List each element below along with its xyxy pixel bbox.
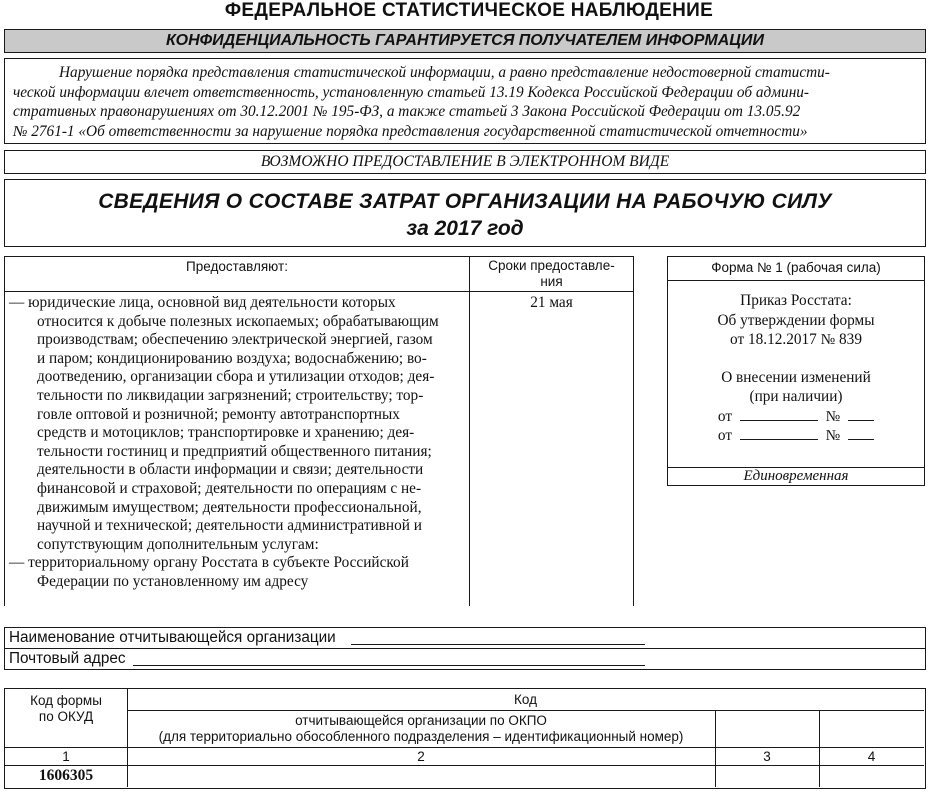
providers-table xyxy=(4,256,634,606)
deadline-column-header xyxy=(470,257,633,292)
divider xyxy=(127,710,924,711)
change-date-field[interactable] xyxy=(740,420,818,421)
deadline-header-line: ния xyxy=(540,274,563,289)
order-line: Об утверждении формы xyxy=(717,311,875,329)
column-number: 3 xyxy=(763,749,771,764)
provider-line: движимым имуществом; деятельности профессиональной, xyxy=(37,498,422,516)
confidentiality-banner: КОНФИДЕНЦИАЛЬНОСТЬ ГАРАНТИРУЕТСЯ ПОЛУЧАТЕЛЕМ ИНФОРМАЦИИ xyxy=(4,29,926,53)
provider-line: сопутствующим дополнительным услугам: xyxy=(37,535,319,553)
federal-observation-title: ФЕДЕРАЛЬНОЕ СТАТИСТИЧЕСКОЕ НАБЛЮДЕНИЕ xyxy=(224,0,714,21)
report-year: за 2017 год xyxy=(406,217,524,240)
code-col3-field[interactable] xyxy=(715,766,819,787)
postal-address-label: Почтовый адрес xyxy=(9,650,126,667)
electronic-submission-note: ВОЗМОЖНО ПРЕДОСТАВЛЕНИЕ В ЭЛЕКТРОННОМ ВИДЕ xyxy=(4,150,926,174)
provider-line: Федерации по установленному им адресу xyxy=(37,572,309,590)
changes-line: (при наличии) xyxy=(749,388,843,405)
order-line: Приказ Росстата: xyxy=(740,292,852,309)
provider-line: средств и мотоциклов; транспортировке и хранению; дея- xyxy=(37,424,415,442)
provider-line: производствам; обеспечению электрической энергией, газом xyxy=(37,331,433,349)
changes-line: О внесении изменений xyxy=(721,368,871,386)
report-title: СВЕДЕНИЯ О СОСТАВЕ ЗАТРАТ ОРГАНИЗАЦИИ НА РАБОЧУЮ СИЛУ xyxy=(98,190,832,213)
liability-warning xyxy=(4,58,926,144)
provider-line: финансовой и страховой; деятельности по операциям с не- xyxy=(37,479,422,497)
org-name-label: Наименование отчитывающейся организации xyxy=(9,629,336,646)
postal-address-field[interactable] xyxy=(133,665,645,666)
organization-box xyxy=(4,627,926,670)
provider-line: доотведению, организации сбора и утилизации отходов; дея- xyxy=(37,368,435,386)
change-entry-row xyxy=(668,407,924,427)
warning-line: № 2761-1 «Об ответственности за нарушение порядка представления государственной статистической отчетности» xyxy=(13,122,808,140)
provider-line: тельности гостиниц и предприятий общественного питания; xyxy=(37,442,432,460)
change-number-field[interactable] xyxy=(848,439,874,440)
order-line: от 18.12.2017 № 839 xyxy=(730,331,862,348)
provider-item xyxy=(9,554,463,591)
code-table xyxy=(4,688,926,789)
column-number: 4 xyxy=(867,749,876,764)
org-name-field[interactable] xyxy=(351,644,645,645)
provider-line: тельности по ликвидации загрязнений; строительству; тор- xyxy=(37,386,424,404)
provider-line: научной и технической; деятельности административной и xyxy=(37,517,422,535)
okud-header-line: по ОКУД xyxy=(38,709,94,724)
provider-line: относится к добыче полезных ископаемых; обрабатывающим xyxy=(37,312,439,330)
number-sign: № xyxy=(825,407,841,425)
warning-line: стративных правонарушениях от 30.12.2001 № 195-ФЗ, а также статьей 3 Закона Российской Федерации от 13.05.92 xyxy=(13,103,801,120)
provider-line: и паром; кондиционированию воздуха; водоснабжению; во- xyxy=(37,349,427,367)
form-info-box xyxy=(667,256,925,486)
okpo-header-line: отчитывающейся организации по ОКПО xyxy=(295,713,547,728)
org-address-row xyxy=(5,649,925,670)
form-approval xyxy=(668,281,924,467)
deadline-header-line: Сроки предоставле- xyxy=(488,258,615,273)
provider-line: — юридические лица, основной вид деятельности которых xyxy=(9,294,396,311)
periodicity: Единовременная xyxy=(668,467,924,485)
number-sign: № xyxy=(825,427,841,444)
change-number-field[interactable] xyxy=(848,420,874,421)
code-col4-field[interactable] xyxy=(819,766,924,787)
providers-list xyxy=(5,292,470,606)
deadline-value: 21 мая xyxy=(530,294,573,311)
column-number: 2 xyxy=(417,749,425,764)
okpo-code-field[interactable] xyxy=(127,766,715,787)
okpo-header-line: (для территориально обособленного подразделения – идентификационный номер) xyxy=(158,729,684,744)
provider-line: — территориальному органу Росстата в субъекте Российской xyxy=(9,554,409,572)
org-name-row xyxy=(5,628,925,649)
from-label: от xyxy=(717,427,733,444)
from-label: от xyxy=(717,407,733,425)
provider-item xyxy=(9,294,463,554)
report-heading xyxy=(4,179,926,247)
okud-header xyxy=(5,693,127,725)
provider-line: деятельности в области информации и связи; деятельности xyxy=(37,461,424,479)
warning-line: ческой информации влечет ответственность, установленную статьей 13.19 Кодекса Российской Федерации об админи- xyxy=(13,83,810,101)
column-number: 1 xyxy=(62,749,70,764)
change-date-field[interactable] xyxy=(740,439,818,440)
providers-column-header: Предоставляют: xyxy=(5,257,470,292)
change-entry-row xyxy=(668,426,924,446)
form-number: Форма № 1 (рабочая сила) xyxy=(668,257,924,281)
okud-code-value: 1606305 xyxy=(38,767,94,784)
okud-header-line: Код формы xyxy=(30,693,102,708)
okpo-header xyxy=(127,713,715,745)
warning-line: Нарушение порядка представления статистической информации, а равно представление недостоверной статисти- xyxy=(59,64,830,81)
code-header: Код xyxy=(514,692,537,707)
provider-line: говле оптовой и розничной; ремонту автотранспортных xyxy=(37,405,400,423)
